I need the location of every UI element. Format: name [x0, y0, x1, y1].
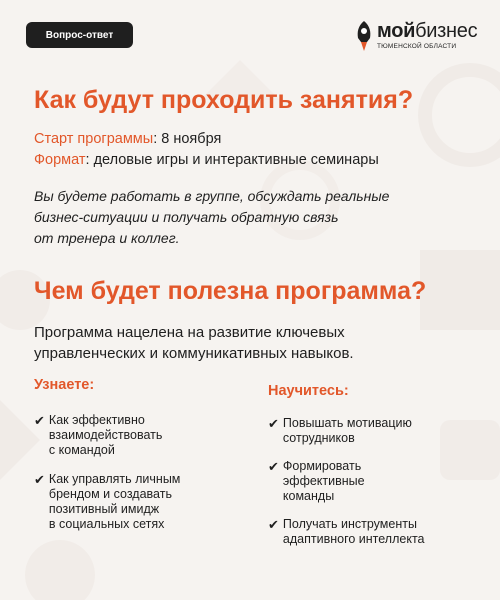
list-item: ✔ Получать инструменты адаптивного интеллекта	[268, 517, 425, 546]
description-line: Программа нацелена на развитие ключевых	[34, 324, 345, 341]
start-label: Старт программы	[34, 131, 154, 147]
logo-bold-text: мой	[377, 20, 416, 43]
check-icon: ✔	[34, 472, 45, 487]
list-item: ✔ Формировать эффективные команды	[268, 459, 365, 503]
description-line: бизнес-ситуации и получать обратную связь	[34, 209, 339, 225]
list-item: ✔ Повышать мотивацию сотрудников	[268, 416, 412, 445]
list-item: ✔ Как управлять личным брендом и создавать позитивный имидж в социальных сетях	[34, 472, 181, 531]
section2-description	[34, 322, 354, 364]
description-line: от тренера и коллег.	[34, 230, 180, 246]
check-icon: ✔	[34, 413, 45, 428]
section1-description	[34, 186, 389, 249]
list-item: ✔ Как эффективно взаимодействовать с командой	[34, 413, 163, 457]
format-value: : деловые игры и интерактивные семинары	[85, 152, 379, 168]
rocket-pin-icon	[355, 20, 373, 52]
description-line: управленческих и коммуникативных навыков.	[34, 345, 354, 362]
section1-title: Как будут проходить занятия?	[34, 86, 414, 114]
start-line	[34, 131, 221, 147]
brand-logo	[355, 20, 477, 52]
learn-heading: Узнаете:	[34, 377, 95, 393]
category-badge: Вопрос-ответ	[26, 22, 133, 48]
check-icon: ✔	[268, 459, 279, 474]
format-label: Формат	[34, 152, 86, 168]
logo-subtitle: ТЮМЕНСКОЙ ОБЛАСТИ	[377, 43, 457, 51]
check-icon: ✔	[268, 416, 279, 431]
skills-heading: Научитесь:	[268, 383, 349, 399]
start-value: : 8 ноября	[153, 131, 222, 147]
check-icon: ✔	[268, 517, 279, 532]
section2-title: Чем будет полезна программа?	[34, 277, 427, 305]
format-line	[34, 152, 379, 168]
description-line: Вы будете работать в группе, обсуждать реальные	[34, 188, 390, 204]
logo-rest-text: бизнес	[415, 20, 478, 43]
